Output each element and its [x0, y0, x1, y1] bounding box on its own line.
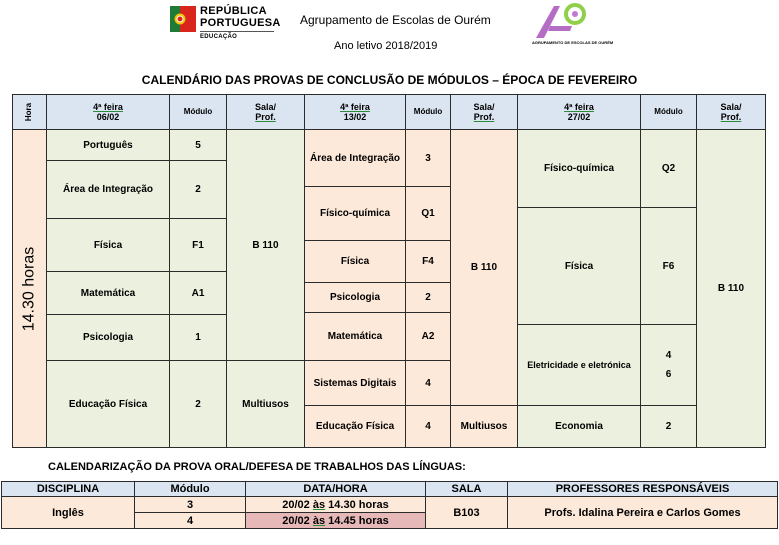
day1-module-3: F1 [169, 218, 227, 272]
day2-module-header: Módulo [405, 94, 451, 130]
day1-module-6: 2 [169, 360, 227, 448]
day2-room-1: B 110 [450, 129, 518, 406]
oral-header-teachers: PROFESSORES RESPONSÁVEIS [507, 481, 778, 497]
day2-subject-5: Matemática [304, 312, 406, 361]
day1-room-2: Multiusos [226, 360, 305, 448]
government-logo [170, 4, 280, 44]
oral-room: B103 [425, 496, 508, 529]
day3-module-2: F6 [640, 207, 697, 325]
oral-header-discipline: DISCIPLINA [1, 481, 135, 497]
day1-subject-1: Português [46, 129, 170, 161]
day1-module-4: A1 [169, 271, 227, 315]
day2-module-7: 4 [405, 405, 451, 448]
day2-subject-2: Físico-química [304, 186, 406, 241]
oral-header-room: SALA [425, 481, 508, 497]
day3-header: 4ª feira 27/02 [517, 94, 641, 130]
day2-module-6: 4 [405, 360, 451, 406]
day1-module-2: 2 [169, 160, 227, 219]
oral-title: CALENDARIZAÇÃO DA PROVA ORAL/DEFESA DE TRABALHOS DAS LÍNGUAS: [48, 461, 466, 473]
time-label: 14.30 horas [20, 246, 38, 331]
school-logo [530, 0, 614, 50]
day3-module-header: Módulo [640, 94, 697, 130]
day2-module-2: Q1 [405, 186, 451, 241]
day3-subject-4: Economia [517, 405, 641, 448]
oral-module-2: 4 [134, 512, 246, 529]
day2-subject-1: Área de Integração [304, 129, 406, 187]
day1-room-header: Sala/ Prof. [226, 94, 305, 130]
day3-module-1: Q2 [640, 129, 697, 208]
day3-module-3: 4 6 [640, 324, 697, 406]
day2-subject-3: Física [304, 240, 406, 283]
gov-line2: PORTUGUESA [200, 17, 281, 29]
oral-module-1: 3 [134, 496, 246, 513]
day2-room-header: Sala/ Prof. [450, 94, 518, 130]
logo-caption: AGRUPAMENTO DE ESCOLAS DE OURÉM [532, 40, 614, 45]
oral-datetime-1: 20/02 às 14.30 horas [245, 496, 426, 513]
day3-module-4: 2 [640, 405, 697, 448]
oral-discipline: Inglês [1, 496, 135, 529]
day2-module-1: 3 [405, 129, 451, 187]
oral-header-datetime: DATA/HORA [245, 481, 426, 497]
day1-subject-4: Matemática [46, 271, 170, 315]
day1-subject-3: Física [46, 218, 170, 272]
day3-room-header: Sala/ Prof. [696, 94, 766, 130]
gov-line1: REPÚBLICA [200, 5, 267, 17]
oral-datetime-2: 20/02 às 14.45 horas [245, 512, 426, 529]
hora-header [12, 94, 47, 130]
time-cell [12, 129, 47, 448]
day1-header: 4ª feira 06/02 [46, 94, 170, 130]
day1-subject-6: Educação Física [46, 360, 170, 448]
hora-label: Hora [24, 102, 34, 122]
day1-subject-2: Área de Integração [46, 160, 170, 219]
day1-module-header: Módulo [169, 94, 227, 130]
day2-header: 4ª feira 13/02 [304, 94, 406, 130]
day2-module-4: 2 [405, 282, 451, 313]
oral-header-module: Módulo [134, 481, 246, 497]
day3-room-1: B 110 [696, 129, 766, 448]
day3-subject-1: Físico-química [517, 129, 641, 208]
school-year: Ano letivo 2018/2019 [334, 40, 438, 52]
day2-subject-6: Sistemas Digitais [304, 360, 406, 406]
day1-module-1: 5 [169, 129, 227, 161]
gov-line3: EDUCAÇÃO [200, 34, 238, 40]
day3-subject-3: Eletricidade e eletrónica [517, 324, 641, 406]
page-title: CALENDÁRIO DAS PROVAS DE CONCLUSÃO DE MÓDULOS – ÉPOCA DE FEVEREIRO [141, 73, 638, 87]
day2-module-3: F4 [405, 240, 451, 283]
day1-subject-5: Psicologia [46, 314, 170, 361]
school-logo-icon [530, 0, 600, 42]
day1-module-5: 1 [169, 314, 227, 361]
school-name: Agrupamento de Escolas de Ourém [300, 13, 491, 27]
portugal-flag-icon [170, 6, 196, 32]
oral-teachers: Profs. Idalina Pereira e Carlos Gomes [507, 496, 778, 529]
day2-subject-4: Psicologia [304, 282, 406, 313]
day1-room-1: B 110 [226, 129, 305, 361]
day2-subject-7: Educação Física [304, 405, 406, 448]
day2-room-2: Multiusos [450, 405, 518, 448]
day2-module-5: A2 [405, 312, 451, 361]
day3-subject-2: Física [517, 207, 641, 325]
gov-divider [200, 31, 274, 32]
